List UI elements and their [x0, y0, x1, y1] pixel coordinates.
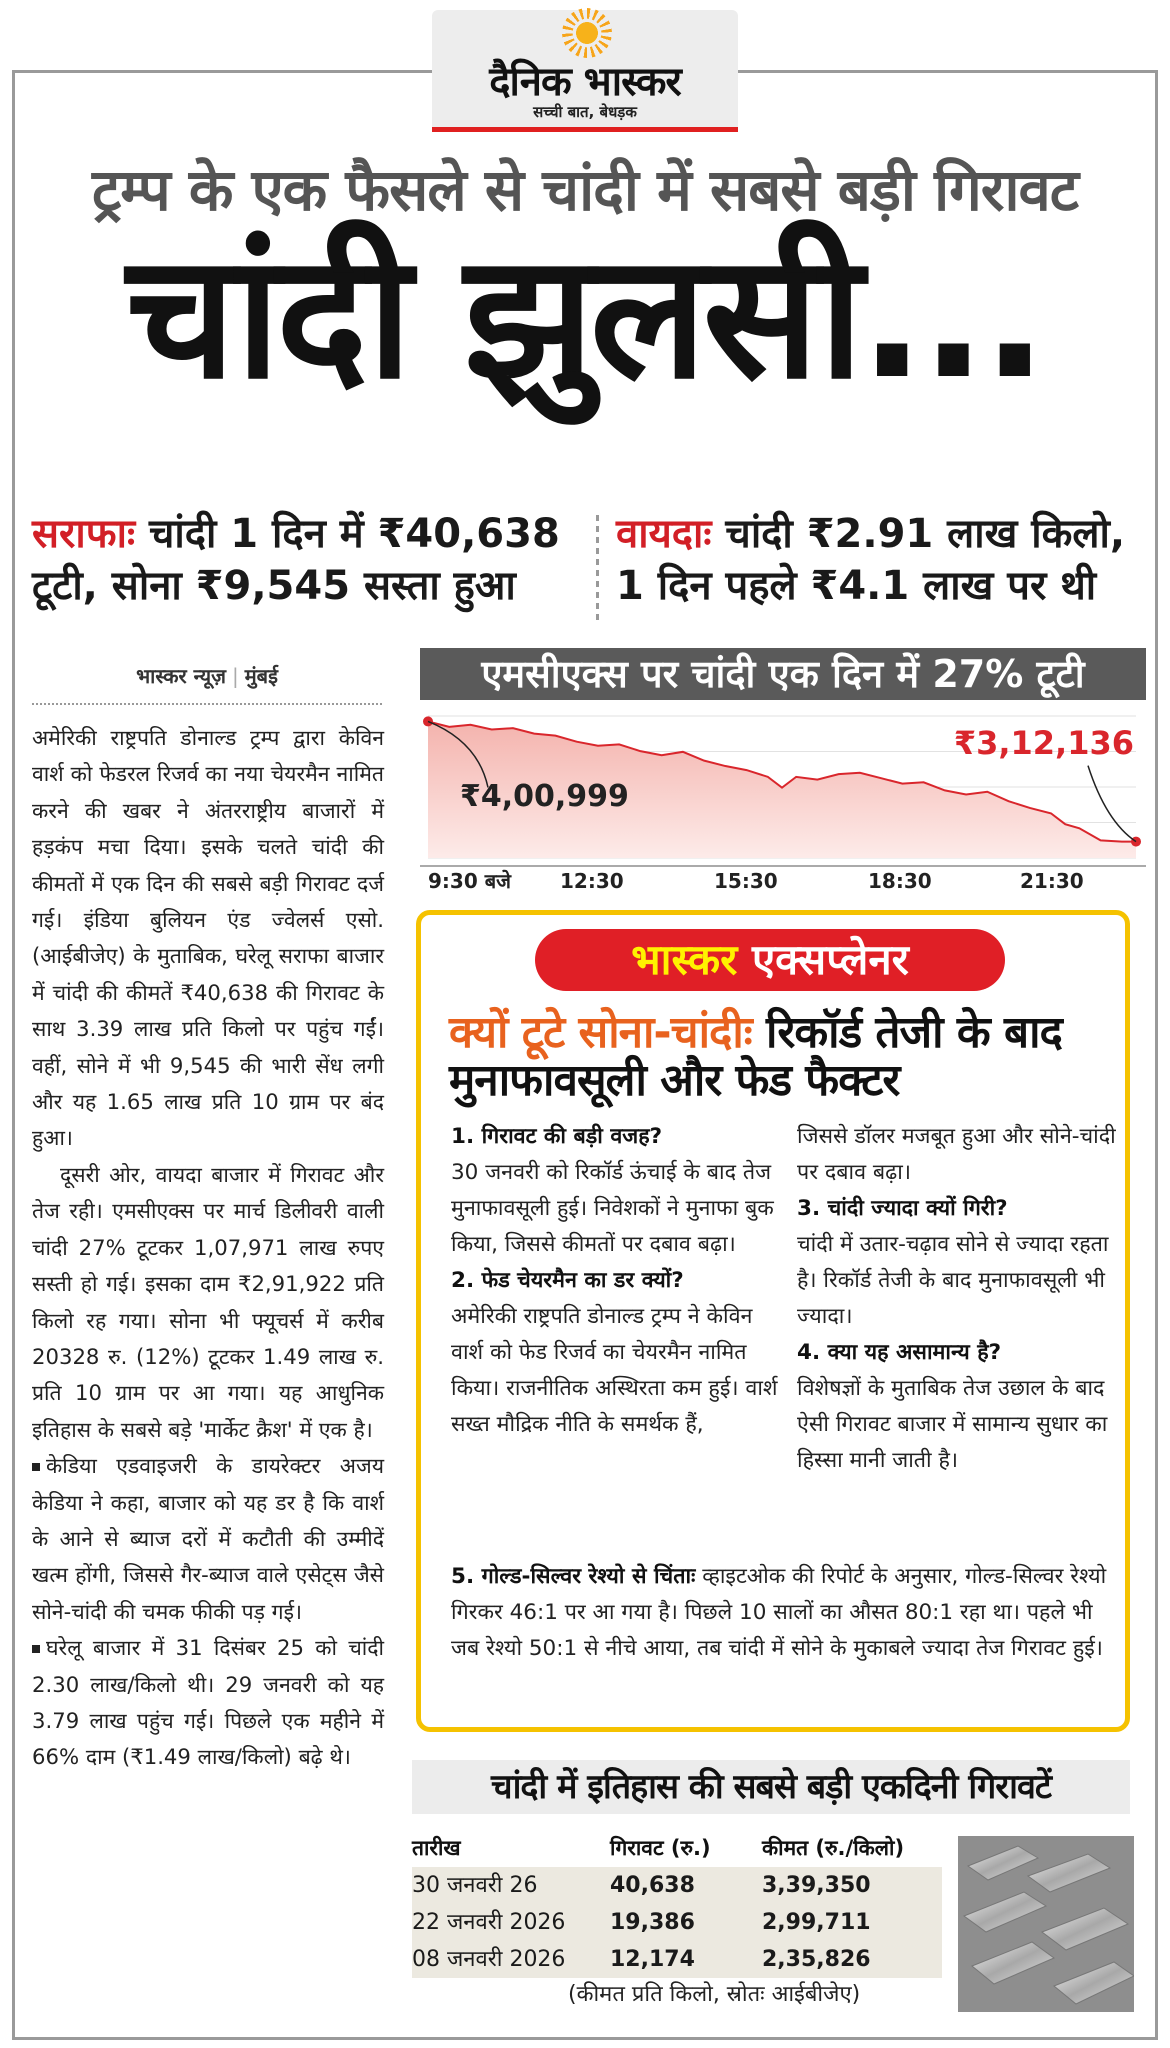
explainer-q4: 4. क्या यह असामान्य है? [797, 1340, 1002, 1365]
chart-end-leader [1088, 766, 1136, 842]
explainer-q5: 5. गोल्ड-सिल्वर रेश्यो से चिंताः [451, 1564, 696, 1589]
table-cell-date: 08 जनवरी 2026 [412, 1947, 566, 1972]
kicker-divider [596, 515, 599, 625]
explainer-a1: 30 जनवरी को रिकॉर्ड ऊंचाई के बाद तेज मुनाफावसूली हुई। निवेशकों ने मुनाफा बुक किया, जिससे कीमतों पर दबाव बढ़ा। [451, 1160, 774, 1257]
chart-svg [420, 706, 1146, 890]
table-cell-date: 22 जनवरी 2026 [412, 1910, 566, 1935]
kicker-left-text: चांदी 1 दिन में ₹40,638 टूटी, सोना ₹9,545 सस्ता हुआ [32, 511, 560, 609]
article-paragraph-3 [32, 1448, 384, 1630]
chart-x-tick-label: 9:30 बजे [428, 869, 511, 890]
article-paragraph-3-text: केडिया एडवाइजरी के डायरेक्टर अजय केडिया ने कहा, बाजार को यह डर है कि वार्श के आने से ब्याज दरों में कटौती की उम्मीदें खत्म होंगी, जिससे गैर-ब्याज वाले एसेट्स जैसे सोने-चांदी की चमक फीकी पड़ गई। [32, 1453, 384, 1624]
kicker-right-text: चांदी ₹2.91 लाख किलो, 1 दिन पहले ₹4.1 लाख पर थी [616, 511, 1126, 609]
kicker-left-label: सराफाः [32, 511, 136, 557]
masthead [432, 10, 738, 132]
sun-logo-icon [570, 16, 604, 50]
bullet-icon [32, 1645, 40, 1653]
explainer-a4: विशेषज्ञों के मुताबिक तेज उछाल के बाद ऐसी गिरावट बाजार में सामान्य सुधार का हिस्सा मानी जाती है। [797, 1376, 1108, 1473]
byline-city: मुंबई [244, 664, 278, 688]
table-header-price: कीमत (रु./किलो) [762, 1836, 905, 1860]
table-cell-date: 30 जनवरी 26 [412, 1873, 538, 1898]
explainer-column-left [451, 1119, 781, 1443]
explainer-a5: व्हाइटओक की रिपोर्ट के अनुसार, गोल्ड-सिल्वर रेश्यो गिरकर 46:1 पर आ गया है। पिछले 10 सालों का औसत 80:1 रहा था। पहले भी जब रेश्यो 50:1 से नीचे आया, तब चांदी में सोने के मुकाबले ज्यादा तेज गिरावट हुई। [451, 1564, 1107, 1661]
table-row [412, 1904, 942, 1941]
explainer-headline [449, 1009, 1129, 1105]
explainer-a3: चांदी में उतार-चढ़ाव सोने से ज्यादा रहता है। रिकॉर्ड तेजी के बाद मुनाफावसूली भी ज्यादा। [797, 1232, 1109, 1329]
explainer-box [416, 910, 1130, 1732]
chart-x-tick-label: 18:30 [868, 869, 932, 890]
table-title: चांदी में इतिहास की सबसे बड़ी एकदिनी गिरावटें [412, 1760, 1130, 1814]
chart-start-label: ₹4,00,999 [460, 779, 629, 814]
table-cell-price: 3,39,350 [762, 1873, 871, 1898]
explainer-pill-part1: भास्कर [631, 935, 738, 984]
table-cell-fall: 12,174 [610, 1947, 695, 1972]
table-note: (कीमत प्रति किलो, स्रोतः आईबीजेए) [568, 1982, 861, 2007]
explainer-a2-cont: जिससे डॉलर मजबूत हुआ और सोने-चांदी पर दबाव बढ़ा। [797, 1124, 1116, 1185]
chart-x-tick-label: 21:30 [1020, 869, 1084, 890]
byline [32, 662, 382, 705]
explainer-pill-part2: एक्सप्लेनर [751, 935, 909, 984]
explainer-point-5 [451, 1559, 1117, 1667]
masthead-tagline: सच्ची बात, बेधड़क [533, 103, 637, 121]
article-body [32, 720, 384, 1776]
table-header-row [412, 1830, 942, 1867]
kicker-left [32, 508, 592, 612]
article-paragraph-4-text: घरेलू बाजार में 31 दिसंबर 25 को चांदी 2.30 लाख/किलो थी। 29 जनवरी को यह 3.79 लाख पहुंच गई। पिछले एक महीने में 66% दाम (₹1.49 लाख/किलो) बढ़े थे। [32, 1635, 384, 1770]
chart-end-point [1131, 837, 1141, 847]
masthead-title: दैनिक भास्कर [489, 59, 681, 105]
explainer-column-right [797, 1119, 1117, 1479]
explainer-headline-black: रिकॉर्ड तेजी के बाद मुनाफावसूली और फेड फैक्टर [449, 1007, 1062, 1106]
byline-separator: | [231, 664, 239, 688]
explainer-headline-orange: क्यों टूटे सोना-चांदीः [449, 1007, 752, 1058]
article-paragraph-1: अमेरिकी राष्ट्रपति डोनाल्ड ट्रम्प द्वारा केविन वार्श को फेडरल रिजर्व का नया चेयरमैन नामित करने की खबर ने अंतरराष्ट्रीय बाजारों में हड़कंप मचा दिया। इसके चलते चांदी की कीमतों में एक दिन की सबसे बड़ी गिरावट दर्ज गई। इंडिया बुलियन एंड ज्वेलर्स एसो. (आईबीजेए) के मुताबिक, घरेलू सराफा बाजार में चांदी की कीमतें ₹40,638 की गिरावट के साथ 3.39 लाख प्रति किलो पर पहुंच गईं। वहीं, सोने में भी 9,545 की भारी सेंध लगी और यह 1.65 लाख प्रति 10 ग्राम पर बंद हुआ। [32, 725, 384, 1151]
chart-end-label: ₹3,12,136 [953, 724, 1134, 762]
chart-x-tick-label: 12:30 [560, 869, 624, 890]
table-cell-price: 2,99,711 [762, 1910, 871, 1935]
table-cell-fall: 40,638 [610, 1873, 695, 1898]
article-paragraph-2: दूसरी ओर, वायदा बाजार में गिरावट और तेज रही। एमसीएक्स पर मार्च डिलीवरी वाली चांदी 27% टूटकर 1,07,971 लाख रुपए सस्ती हो गई। इसका दाम ₹2,91,922 प्रति किलो रह गया। सोना भी फ्यूचर्स में करीब 20328 रु. (12%) टूटकर 1.49 लाख रु. प्रति 10 ग्राम पर आ गया। यह आधुनिक इतिहास के सबसे बड़े 'मार्केट क्रैश' में एक है। [32, 1161, 384, 1442]
masthead-underline [432, 127, 738, 132]
silver-bars-image [958, 1836, 1134, 2012]
silver-price-chart [420, 706, 1146, 890]
table-header-date: तारीख [412, 1836, 461, 1860]
explainer-q3: 3. चांदी ज्यादा क्यों गिरी? [797, 1196, 1008, 1221]
kicker-right [616, 508, 1156, 612]
article-paragraph-4 [32, 1630, 384, 1776]
table-cell-fall: 19,386 [610, 1910, 695, 1935]
explainer-q2: 2. फेड चेयरमैन का डर क्यों? [451, 1268, 684, 1293]
bullet-icon [32, 1463, 40, 1471]
explainer-pill [535, 929, 1005, 991]
headline-top: ट्रम्प के एक फैसले से चांदी में सबसे बड़ी गिरावट [92, 156, 1078, 224]
falls-table [412, 1830, 942, 1978]
table-row [412, 1941, 942, 1978]
chart-title: एमसीएक्स पर चांदी एक दिन में 27% टूटी [420, 648, 1146, 700]
explainer-a2: अमेरिकी राष्ट्रपति डोनाल्ड ट्रम्प ने केविन वार्श को फेड रिजर्व का चेयरमैन नामित किया। राजनीतिक अस्थिरता कम हुई। वार्श सख्त मौद्रिक नीति के समर्थक हैं, [451, 1304, 778, 1437]
table-row [412, 1867, 942, 1904]
table-cell-price: 2,35,826 [762, 1947, 871, 1972]
byline-source: भास्कर न्यूज़ [136, 664, 226, 688]
chart-x-tick-label: 15:30 [714, 869, 778, 890]
headline-main: चांदी झुलसी... [126, 216, 1044, 417]
explainer-q1: 1. गिरावट की बड़ी वजह? [451, 1124, 663, 1149]
silver-bars-icon [958, 1836, 1134, 2012]
kicker-right-label: वायदाः [616, 511, 712, 557]
table-header-fall: गिरावट (रु.) [610, 1836, 711, 1860]
